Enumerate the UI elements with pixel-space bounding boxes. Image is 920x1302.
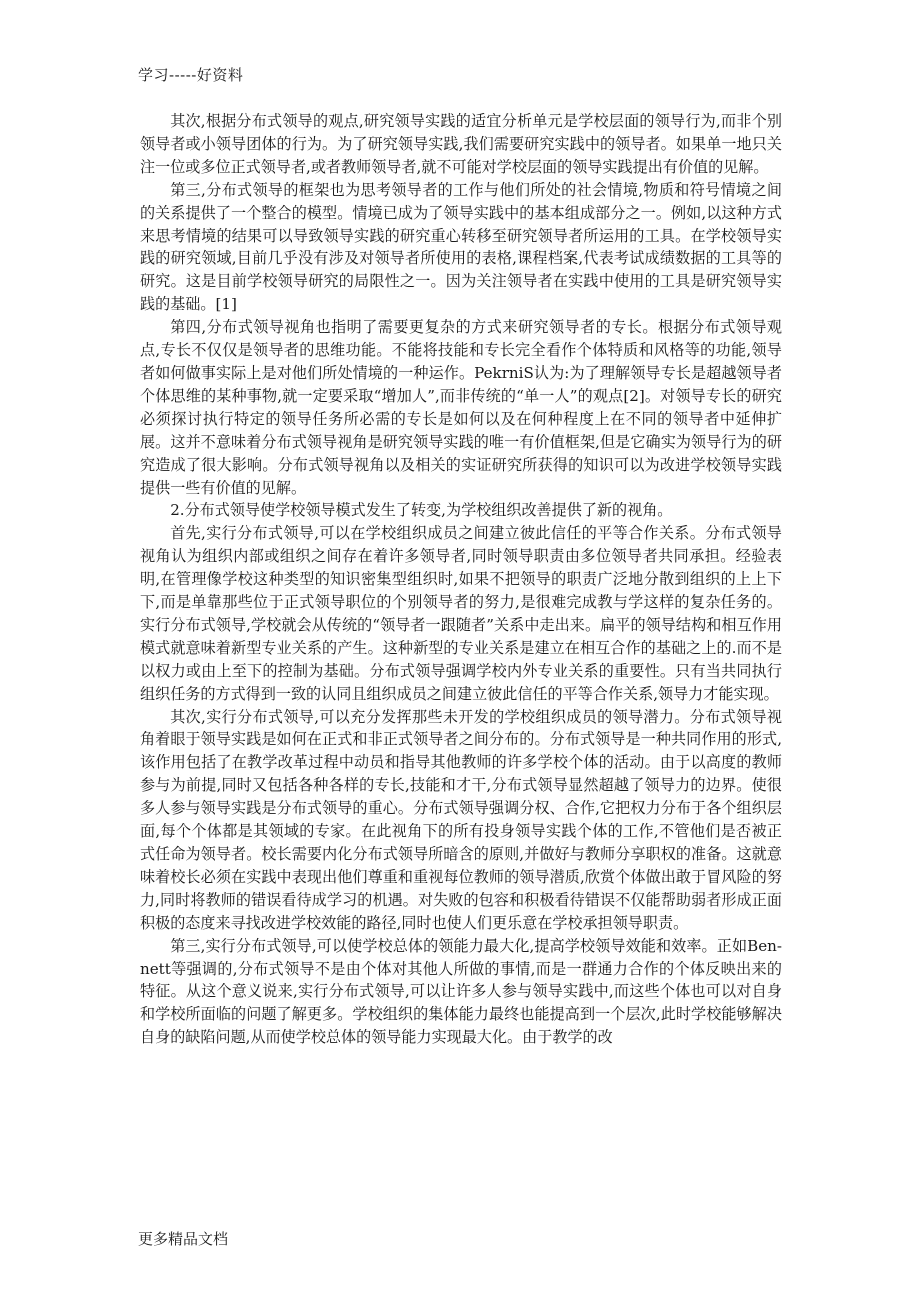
section-heading-paragraph: 2.分布式领导使学校领导模式发生了转变,为学校组织改善提供了新的视角。	[170, 501, 673, 520]
page-footer: 更多精品文档	[138, 1230, 229, 1248]
document-body	[140, 110, 782, 1049]
paragraph: 第四,分布式领导视角也指明了需要更复杂的方式来研究领导者的专长。根据分布式领导观点,专长不仅仅是领导者的思维功能。不能将技能和专长完全看作个体特质和风格等的功能,领导者如何做事实际上是对他们所处情境的一种运作。PekrniS认为:为了理解领导专长是超越领导者个体思维的某种事物,就一定要采取“增加人”,而非传统的“单一人”的观点[2]。对领导专长的研究必须探讨执行特定的领导任务所必需的专长是如何以及在何种程度上在不同的领导者中延伸扩展。这并不意味着分布式领导视角是研究领导实践的唯一有价值框架,但是它确实为领导行为的研究造成了很大影响。分布式领导视角以及相关的实证研究所获得的知识可以为改进学校领导实践提供一些有价值的见解。	[140, 318, 782, 497]
paragraph: 第三,分布式领导的框架也为思考领导者的工作与他们所处的社会情境,物质和符号情境之间的关系提供了一个整合的模型。情境已成为了领导实践中的基本组成部分之一。例如,以这种方式来思考情境的结果可以导致领导实践的研究重心转移至研究领导者所运用的工具。在学校领导实践的研究领域,目前几乎没有涉及对领导者所使用的表格,课程档案,代表考试成绩数据的工具等的研究。这是目前学校领导研究的局限性之一。因为关注领导者在实践中使用的工具是研究领导实践的基础。[1]	[140, 180, 782, 314]
page-header: 学习-----好资料	[138, 66, 244, 84]
paragraph: 首先,实行分布式领导,可以在学校组织成员之间建立彼此信任的平等合作关系。分布式领导视角认为组织内部或组织之间存在着许多领导者,同时领导职责由多位领导者共同承担。经验表明,在管理像学校这种类型的知识密集型组织时,如果不把领导的职责广泛地分散到组织的上上下下,而是单靠那些位于正式领导职位的个别领导者的努力,是很难完成教与学这样的复杂任务的。实行分布式领导,学校就会从传统的“领导者一跟随者”关系中走出来。扁平的领导结构和相互作用模式就意味着新型专业关系的产生。这种新型的专业关系是建立在相互合作的基础之上的.而不是以权力或由上至下的控制为基础。分布式领导强调学校内外专业关系的重要性。只有当共同执行组织任务的方式得到一致的认同且组织成员之间建立彼此信任的平等合作关系,领导力才能实现。	[140, 524, 782, 703]
paragraph: 第三,实行分布式领导,可以使学校总体的领能力最大化,提高学校领导效能和效率。正如Ben-nett等强调的,分布式领导不是由个体对其他人所做的事情,而是一群通力合作的个体反映出来的特征。从这个意义说来,实行分布式领导,可以让许多人参与领导实践中,而这些个体也可以对自身和学校所面临的问题了解更多。学校组织的集体能力最终也能提高到一个层次,此时学校能够解决自身的缺陷问题,从而使学校总体的领导能力实现最大化。由于教学的改	[140, 936, 782, 1047]
paragraph: 其次,根据分布式领导的观点,研究领导实践的适宜分析单元是学校层面的领导行为,而非个别领导者或小领导团体的行为。为了研究领导实践,我们需要研究实践中的领导者。如果单一地只关注一位或多位正式领导者,或者教师领导者,就不可能对学校层面的领导实践提出有价值的见解。	[140, 112, 782, 176]
paragraph: 其次,实行分布式领导,可以充分发挥那些未开发的学校组织成员的领导潜力。分布式领导视角着眼于领导实践是如何在正式和非正式领导者之间分布的。分布式领导是一种共同作用的形式,该作用包括了在教学改革过程中动员和指导其他教师的许多学校个体的活动。由于以高度的教师参与为前提,同时又包括各种各样的专长,技能和才干,分布式领导显然超越了领导力的边界。使很多人参与领导实践是分布式领导的重心。分布式领导强调分权、合作,它把权力分布于各个组织层面,每个个体都是其领域的专家。在此视角下的所有投身领导实践个体的工作,不管他们是否被正式任命为领导者。校长需要内化分布式领导所暗含的原则,并做好与教师分享职权的准备。这就意味着校长必须在实践中表现出他们尊重和重视每位教师的领导潜质,欣赏个体做出敢于冒风险的努力,同时将教师的错误看待成学习的机遇。对失败的包容和积极看待错误不仅能帮助弱者形成正面积极的态度来寻找改进学校效能的路径,同时也使人们更乐意在学校承担领导职责。	[140, 707, 782, 932]
